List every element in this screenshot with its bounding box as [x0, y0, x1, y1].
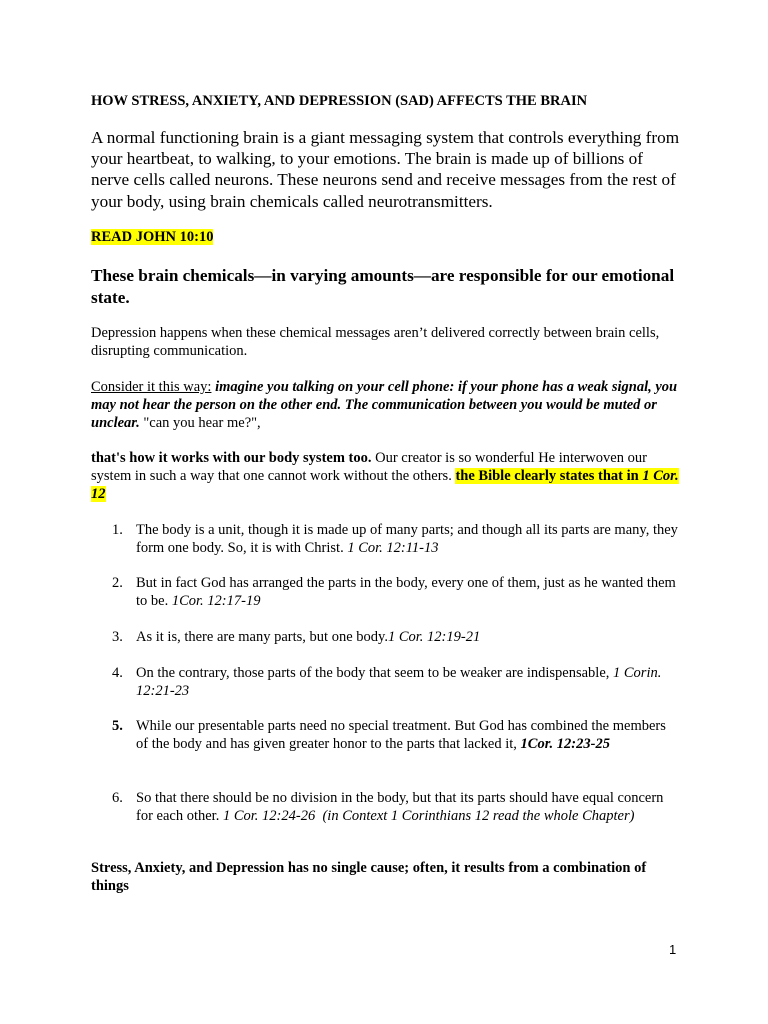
list-item-ref: 1 Cor. 12:11-13 — [347, 540, 439, 556]
list-number: 2. — [112, 575, 123, 591]
depression-paragraph: Depression happens when these chemical messages aren’t delivered correctly between brain cells, disrupting communication. — [91, 325, 660, 359]
list-number: 5. — [112, 718, 123, 734]
list-text — [136, 574, 678, 610]
list-number: 3. — [112, 629, 123, 645]
list-item-ref: 1Cor. 12:17-19 — [171, 593, 261, 609]
list-text — [136, 521, 678, 557]
list-item-text: As it is, there are many parts, but one body. — [136, 629, 388, 645]
read-scripture-callout — [91, 229, 683, 246]
list-item-text: But in fact God has arranged the parts in the body, every one of them, just as he wanted them to be. — [136, 575, 676, 609]
read-scripture-label: READ JOHN 10:10 — [91, 229, 214, 245]
consider-lead: Consider it this way: — [91, 379, 212, 395]
body-system-paragraph — [91, 449, 683, 503]
intro-paragraph: A normal functioning brain is a giant messaging system that controls everything from your heartbeat, to walking, to your emotions. The brain is made up of billions of nerve cells called neurons. These neurons send and receive messages from the rest of your body, using brain chemicals called neurotransmitters. — [91, 128, 680, 211]
list-item-ref: 1 Cor. 12:24-26 — [222, 808, 316, 824]
list-item-ref: 1Cor. 12:23-25 — [520, 736, 610, 752]
bible-highlight-ref: 1 Cor. 12 — [91, 468, 679, 502]
consider-paragraph — [91, 378, 683, 432]
consider-emphasis: imagine you talking on your cell phone: if your phone has a weak signal, you may not hear the person on the other end. The communication between you would be muted or unclear. — [91, 379, 678, 431]
body-system-text: Our creator is so wonderful He interwoven our system in such a way that one cannot work without the others. — [91, 450, 647, 484]
list-item-ref-note: (in Context 1 Corinthians 12 read the whole Chapter) — [322, 808, 635, 824]
consider-quote: "can you hear me?", — [143, 415, 261, 431]
list-item-ref: 1 Cor. 12:19-21 — [387, 629, 481, 645]
list-item-ref: 1 Corin. 12:21-23 — [136, 665, 662, 699]
list-number: 1. — [112, 522, 123, 538]
document-title: HOW STRESS, ANXIETY, AND DEPRESSION (SAD) AFFECTS THE BRAIN — [91, 93, 588, 109]
list-text — [136, 628, 678, 646]
list-item-text: On the contrary, those parts of the body that seem to be weaker are indispensable, — [136, 665, 610, 681]
bible-highlight-text: the Bible clearly states that in — [455, 468, 639, 484]
list-number: 4. — [112, 665, 123, 681]
closing-statement: Stress, Anxiety, and Depression has no single cause; often, it results from a combination of things — [91, 860, 647, 894]
list-item-text: While our presentable parts need no special treatment. But God has combined the members of the body and has given greater honor to the parts that lacked it, — [136, 718, 666, 752]
list-text — [136, 717, 678, 753]
list-text — [136, 789, 678, 825]
body-system-lead: that's how it works with our body system too. — [91, 450, 372, 466]
chemicals-heading: These brain chemicals—in varying amounts—are responsible for our emotional state. — [91, 266, 675, 307]
list-text — [136, 664, 678, 700]
page-number: 1 — [669, 942, 677, 957]
list-item-text: So that there should be no division in the body, but that its parts should have equal concern for each other. — [136, 790, 664, 824]
list-item-text: The body is a unit, though it is made up of many parts; and though all its parts are many, they form one body. So, it is with Christ. — [136, 522, 678, 556]
list-number: 6. — [112, 790, 123, 806]
